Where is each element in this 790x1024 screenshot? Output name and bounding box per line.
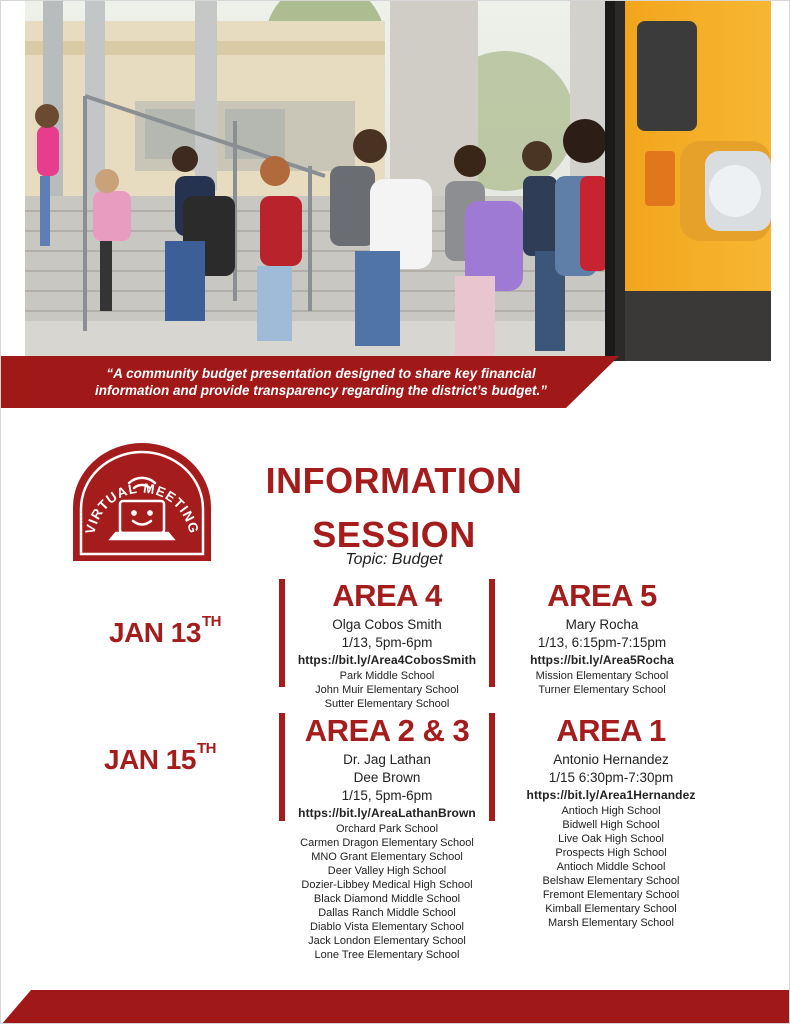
- school-item: Bidwell High School: [562, 819, 660, 831]
- host-name: Olga Cobos Smith: [332, 617, 442, 632]
- hero-photo: [25, 1, 771, 361]
- area-4-block: [285, 579, 489, 711]
- date-day: JAN 13: [109, 617, 201, 648]
- school-item: Antioch Middle School: [556, 861, 666, 873]
- divider-bar: [489, 713, 495, 821]
- topic-label: Topic: Budget: [345, 551, 443, 568]
- page-title: [241, 454, 547, 562]
- school-item: Black Diamond Middle School: [313, 893, 461, 905]
- host-name: Mary Rocha: [565, 617, 639, 632]
- area-title: AREA 5: [547, 578, 657, 613]
- school-item: Park Middle School: [339, 670, 435, 682]
- area-title: AREA 1: [556, 713, 666, 748]
- school-item: Turner Elementary School: [538, 684, 666, 696]
- school-item: Prospects High School: [555, 847, 667, 859]
- school-item: Fremont Elementary School: [542, 889, 680, 901]
- area-1-block: [497, 714, 725, 930]
- session-time: 1/15, 5pm-6pm: [341, 788, 433, 803]
- area-5-block: [497, 579, 707, 697]
- school-item: MNO Grant Elementary School: [311, 851, 463, 863]
- host-name: Dr. Jag Lathan: [343, 752, 431, 767]
- school-item: Dozier-Libbey Medical High School: [301, 879, 473, 891]
- quote-line-1: “A community budget presentation designed to share key financial: [106, 366, 536, 381]
- area-2-3-block: [285, 714, 489, 962]
- school-item: Mission Elementary School: [535, 670, 669, 682]
- host-name: Dee Brown: [353, 770, 421, 785]
- session-time: 1/13, 5pm-6pm: [341, 635, 433, 650]
- school-item: Belshaw Elementary School: [542, 875, 680, 887]
- school-item: Marsh Elementary School: [548, 917, 674, 929]
- school-item: Deer Valley High School: [327, 865, 447, 877]
- host-name: Antonio Hernandez: [553, 752, 669, 767]
- area-title: AREA 2 & 3: [304, 713, 470, 748]
- date-suffix: TH: [201, 613, 221, 630]
- quote-line-2: information and provide transparency regarding the district’s budget.”: [94, 383, 548, 398]
- badge-label: VIRTUAL MEETING: [82, 480, 202, 536]
- meeting-link[interactable]: https://bit.ly/Area4CobosSmith: [297, 653, 477, 667]
- date-jan-13: [109, 613, 221, 649]
- session-time: 1/15 6:30pm-7:30pm: [548, 770, 674, 785]
- quote-text: [61, 365, 581, 399]
- meeting-link[interactable]: https://bit.ly/Area5Rocha: [530, 653, 674, 667]
- school-item: Live Oak High School: [558, 833, 664, 845]
- school-item: Sutter Elementary School: [324, 698, 450, 710]
- date-jan-15: [104, 740, 216, 776]
- title-line-1: INFORMATION: [265, 460, 523, 501]
- title-line-2: SESSION: [312, 514, 476, 555]
- school-item: Kimball Elementary School: [545, 903, 677, 915]
- area-title: AREA 4: [332, 578, 442, 613]
- meeting-link[interactable]: https://bit.ly/AreaLathanBrown: [298, 806, 476, 820]
- school-item: Jack London Elementary School: [308, 935, 466, 947]
- school-item: Diablo Vista Elementary School: [310, 921, 464, 933]
- school-item: John Muir Elementary School: [315, 684, 459, 696]
- date-day: JAN 15: [104, 744, 196, 775]
- school-item: Orchard Park School: [335, 823, 439, 835]
- school-item: Dallas Ranch Middle School: [318, 907, 456, 919]
- divider-bar: [489, 579, 495, 687]
- school-item: Antioch High School: [561, 805, 661, 817]
- session-time: 1/13, 6:15pm-7:15pm: [537, 635, 667, 650]
- footer-bar: [1, 990, 790, 1024]
- school-item: Carmen Dragon Elementary School: [300, 837, 474, 849]
- date-suffix: TH: [196, 740, 216, 757]
- school-item: Lone Tree Elementary School: [314, 949, 460, 961]
- virtual-meeting-badge: [71, 441, 213, 563]
- meeting-link[interactable]: https://bit.ly/Area1Hernandez: [526, 788, 696, 802]
